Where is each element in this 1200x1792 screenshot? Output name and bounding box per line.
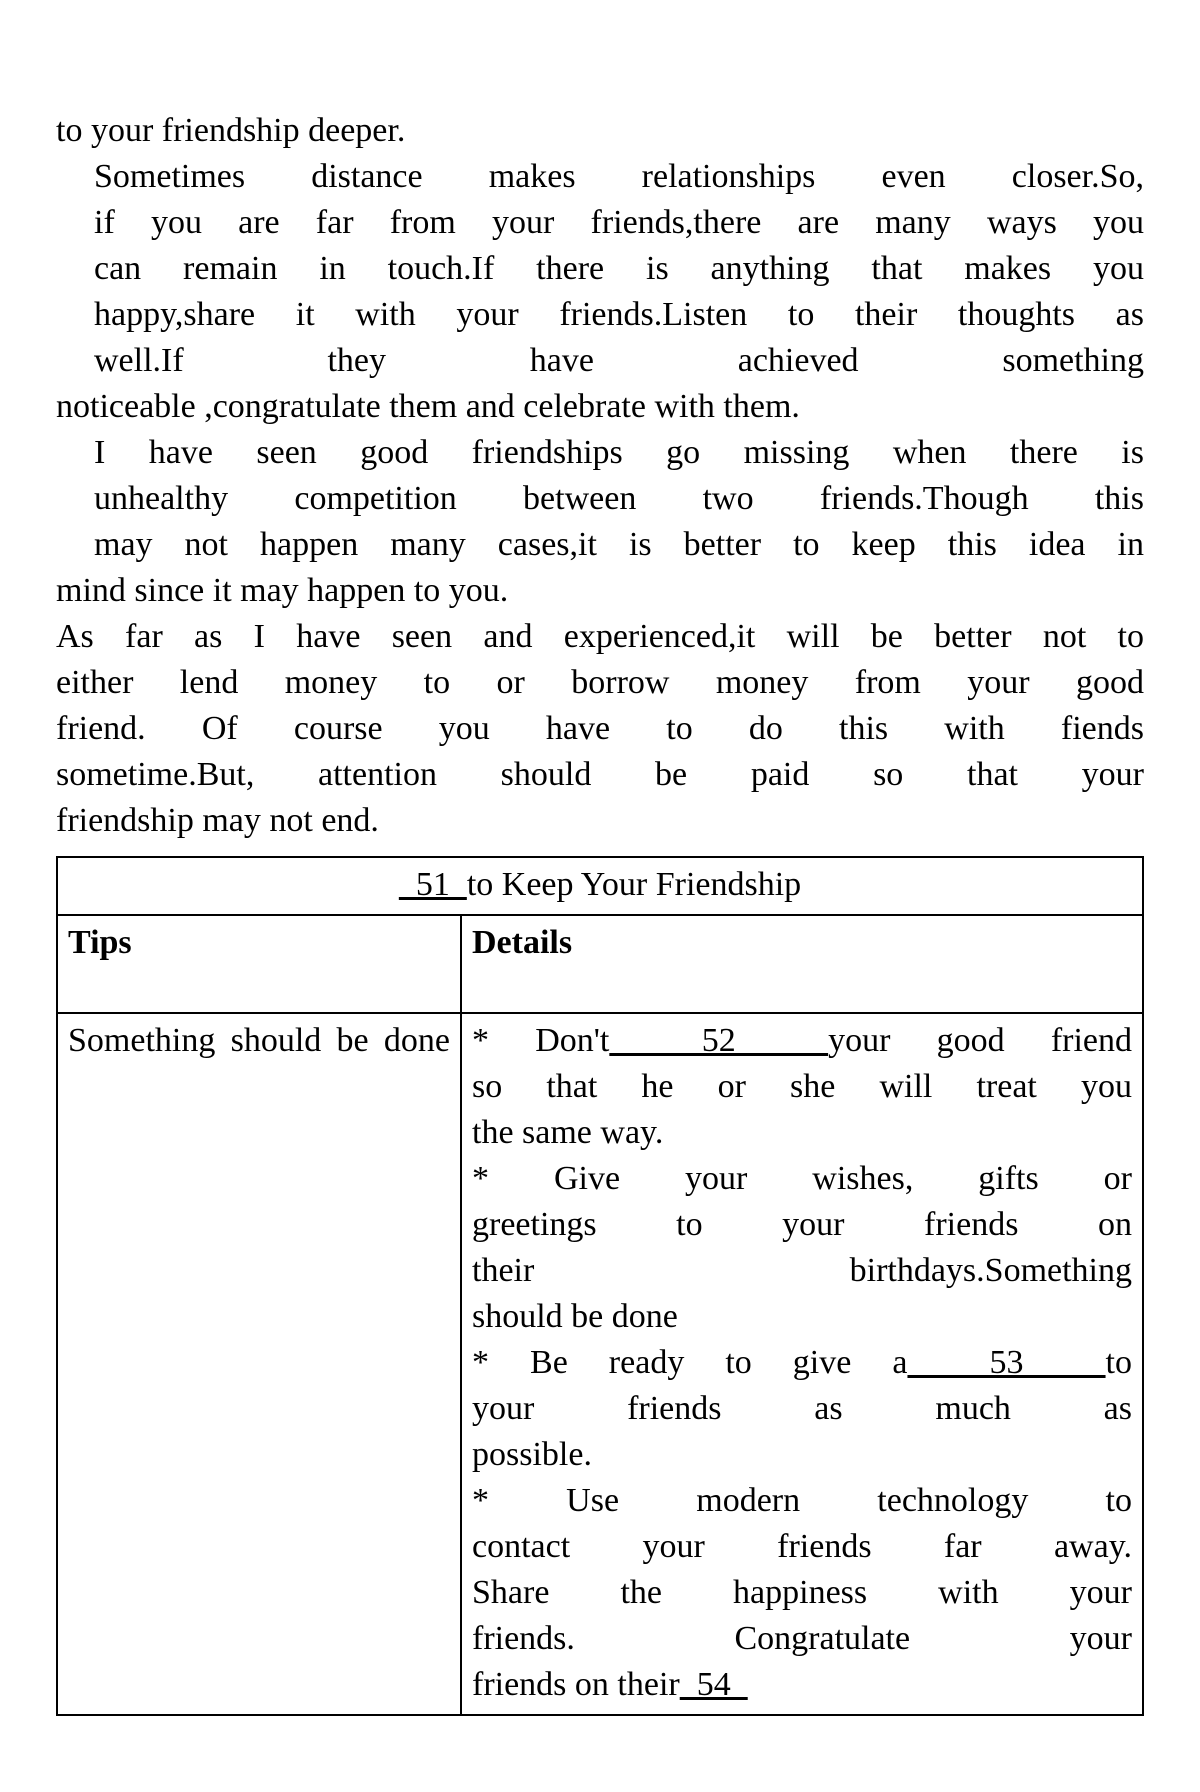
blank-52[interactable]: 52 [609, 1022, 829, 1059]
blank-54[interactable]: 54 [679, 1666, 748, 1703]
detail-item-3-line-1 [472, 1340, 1132, 1386]
detail-item-2-line-3: their birthdays.Something [472, 1252, 1132, 1289]
detail-item-2 [472, 1156, 1132, 1340]
detail-item-3-line-3: possible. [472, 1436, 592, 1473]
detail-item-4-line-1: * Use modern technology to [472, 1482, 1132, 1519]
paragraph-2-line-1: Sometimes distance makes relationships even closer.So, [94, 158, 1144, 195]
detail-item-4-line-2: contact your friends far away. [472, 1528, 1132, 1565]
paragraph-3-line-1: I have seen good friendships go missing when there is [94, 434, 1144, 471]
table-title-row [57, 857, 1143, 915]
cell-details [461, 1013, 1143, 1715]
blank-53[interactable]: 53 [907, 1344, 1106, 1381]
detail-item-3-after: to [1105, 1344, 1132, 1381]
table-title-cell [57, 857, 1143, 915]
paragraph-4 [56, 614, 1144, 844]
detail-item-3-line-2: your friends as much as [472, 1390, 1132, 1427]
paragraph-1-text: to your friendship deeper. [56, 112, 406, 149]
paragraph-4-line-5: friendship may not end. [56, 802, 379, 839]
paragraph-2-line-5: well.If they have achieved something [94, 342, 1144, 379]
paragraph-2-line-6: noticeable ,congratulate them and celebrate with them. [56, 388, 800, 425]
cell-tips [57, 1013, 461, 1715]
paragraph-2-line-4: happy,share it with your friends.Listen to their thoughts as [94, 296, 1144, 333]
cell-tips-text: Something should be done [68, 1022, 450, 1059]
detail-item-1-line-1 [472, 1018, 1132, 1064]
detail-item-2-line-1: * Give your wishes, gifts or [472, 1160, 1132, 1197]
detail-item-4-line-3: Share the happiness with your [472, 1574, 1132, 1611]
detail-item-1-before: * Don't [472, 1022, 610, 1059]
table-row [57, 1013, 1143, 1715]
column-header-details: Details [461, 915, 1143, 1013]
detail-item-4 [472, 1478, 1132, 1708]
detail-item-4-before: friends on their [472, 1666, 680, 1703]
table-title-text: to Keep Your Friendship [466, 866, 802, 903]
detail-item-3-before: * Be ready to give a [472, 1344, 908, 1381]
passage-body [56, 108, 1144, 844]
detail-item-1 [472, 1018, 1132, 1156]
paragraph-2-line-3: can remain in touch.If there is anything that makes you [94, 250, 1144, 287]
detail-item-1-after: your good friend [828, 1022, 1132, 1059]
detail-item-1-line-2: so that he or she will treat you [472, 1068, 1132, 1105]
paragraph-4-line-3: friend. Of course you have to do this with fiends [56, 710, 1144, 747]
detail-item-2-line-2: greetings to your friends on [472, 1206, 1132, 1243]
paragraph-3 [56, 430, 1144, 614]
detail-item-4-line-4: friends. Congratulate your [472, 1620, 1132, 1657]
summary-table [56, 856, 1144, 1716]
paragraph-2-line-2: if you are far from your friends,there are many ways you [94, 204, 1144, 241]
paragraph-2 [56, 154, 1144, 430]
paragraph-4-line-1: As far as I have seen and experienced,it will be better not to [56, 618, 1144, 655]
paragraph-3-line-2: unhealthy competition between two friends.Though this [94, 480, 1144, 517]
paragraph-3-line-3: may not happen many cases,it is better to keep this idea in [94, 526, 1144, 563]
detail-item-3 [472, 1340, 1132, 1478]
blank-51[interactable]: 51 [398, 866, 467, 903]
detail-item-1-line-3: the same way. [472, 1114, 664, 1151]
paragraph-3-line-4: mind since it may happen to you. [56, 572, 509, 609]
detail-item-2-line-4: should be done [472, 1298, 678, 1335]
column-header-tips: Tips [57, 915, 461, 1013]
detail-item-4-line-5 [472, 1666, 748, 1703]
paragraph-4-line-2: either lend money to or borrow money from your good [56, 664, 1144, 701]
paragraph-4-line-4: sometime.But, attention should be paid so that your [56, 756, 1144, 793]
paragraph-1 [56, 108, 1144, 154]
table-header-row [57, 915, 1143, 1013]
